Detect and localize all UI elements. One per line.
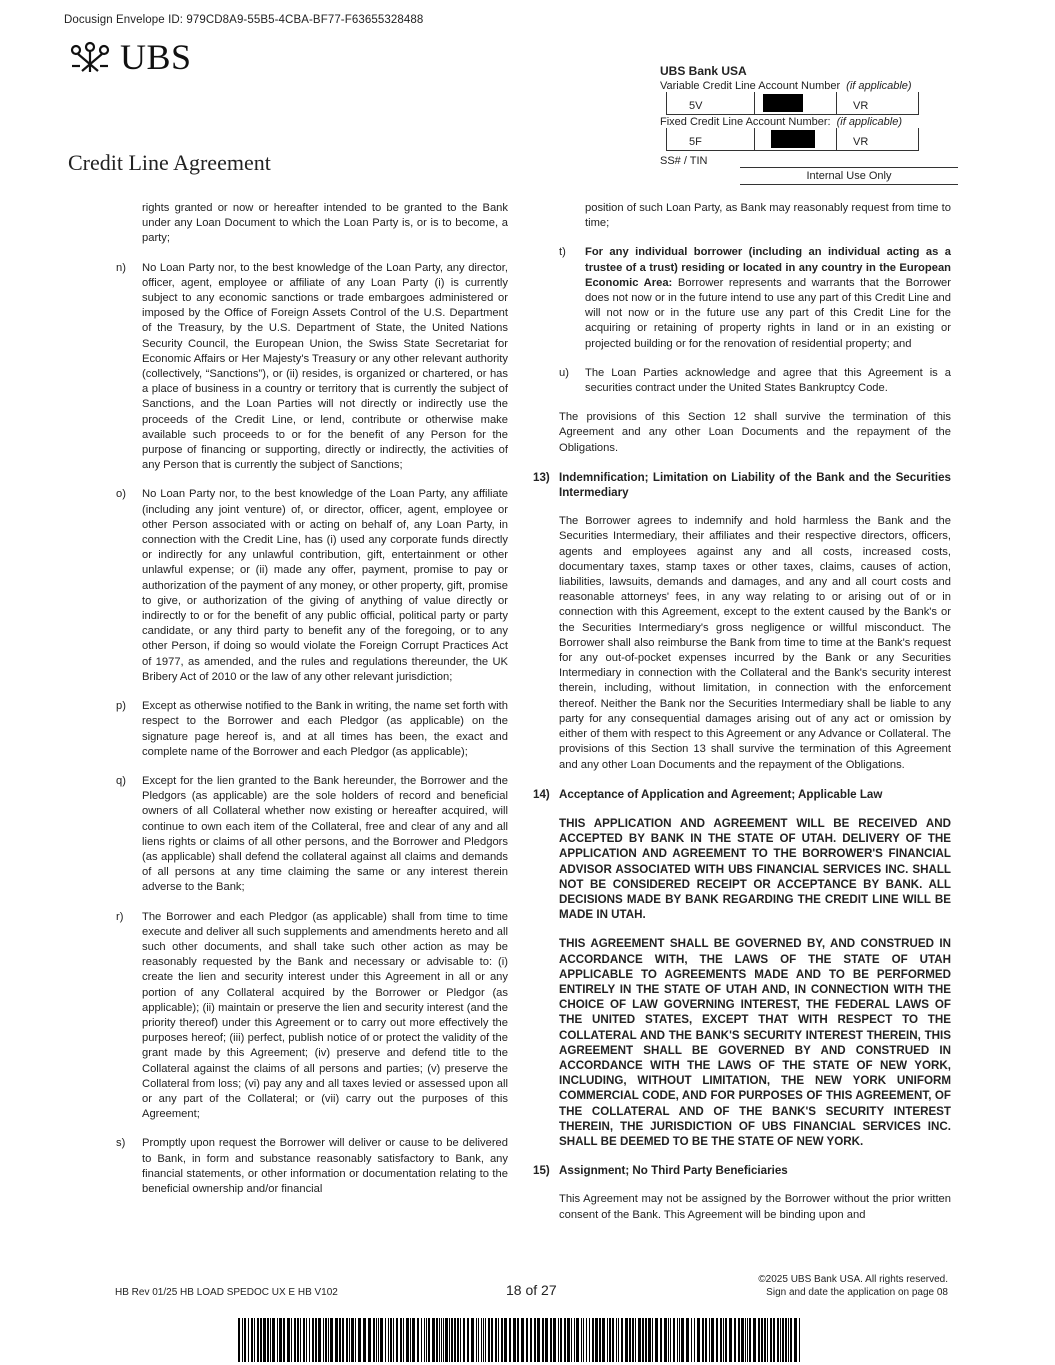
- barcode-bar: [495, 1318, 497, 1362]
- barcode-bar: [576, 1318, 579, 1362]
- barcode-bar: [526, 1318, 528, 1362]
- barcode-bar: [694, 1318, 695, 1362]
- barcode-bar: [439, 1318, 440, 1362]
- variable-prefix: 5V: [667, 92, 755, 114]
- barcode-bar: [498, 1318, 499, 1362]
- item-text: No Loan Party nor, to the best knowledge of the Loan Party, any director, officer, agent, employee or affiliate of any Loan Party (i) is currently subject to any economic sanctions or trade embargoes administered or imposed by the Office of Foreign Assets Control of the U.S. Department of the Treasury, by the U.S. Department of State, the United Nations Security Council, the European Union, the Swiss State Secretariat for Economic Affairs or Her Majesty's Treasury or any other relevant authority (collectively, “Sanctions”), or (ii) resides, is organized or chartered, or has a place of business in a country or territory that is currently the subject of Sanctions, and the Loan Parties will not directly or indirectly use the proceeds of the Credit Line, or lend, contribute or otherwise make available such proceeds to or for the benefit of any Person for the purpose of financing or supporting, directly or indirectly, the activities of any Person that is currently the subject of Sanctions;: [142, 261, 508, 472]
- barcode-bar: [741, 1318, 744, 1362]
- barcode-bar: [542, 1318, 544, 1362]
- barcode-bar: [393, 1318, 394, 1362]
- barcode-bar: [607, 1318, 608, 1362]
- barcode-bar: [753, 1318, 756, 1362]
- list-item: [116, 1136, 508, 1197]
- barcode-bar: [436, 1318, 438, 1362]
- barcode-bar: [625, 1318, 628, 1362]
- barcode-bar: [248, 1318, 249, 1362]
- barcode-bar: [785, 1318, 787, 1362]
- barcode-bar: [424, 1318, 425, 1362]
- logo-text: UBS: [120, 37, 192, 77]
- item-text: The Borrower and each Pledgor (as applicable) shall from time to time execute and deliver all such supplements and amendments hereto and all such other documents, and shall take such other action as may be reasonably requested by the Bank and necessary or advisable to: (i) create the lien and security interest under this Agreement in all or any portion of any Collateral acquired by the Borrower or Pledgor (as applicable); (ii) maintain or preserve the lien and security interest (and the priority thereof) under this Agreement or to carry out more effectively the purposes hereof; (iii) perfect, publish notice of or protect the validity of the grant made by this Agreement; (iv) preserve and defend title to the Collateral against the claims of all persons and parties; (v) preserve the Collateral from loss; (vi) pay any and all taxes levied or assessed upon all or any part of the Collateral; or (vii) carry out the purposes of this Agreement;: [142, 910, 508, 1121]
- barcode-bar: [567, 1318, 570, 1362]
- barcode-bar: [388, 1318, 389, 1362]
- barcode-bar: [595, 1318, 598, 1362]
- barcode-bar: [263, 1318, 266, 1362]
- barcode-bar: [373, 1318, 375, 1362]
- section-number: 15): [533, 1164, 550, 1178]
- barcode-bar: [705, 1318, 707, 1362]
- item-text: No Loan Party nor, to the best knowledge of the Loan Party, any affiliate (including any joint venture) of, or director, officer, agent, employee or other Person associated with or acting on behalf of, any Loan Party, in connection with the Credit Line, has (i) used any corporate funds directly or indirectly for any unlawful contribution, gift, entertainment or other unlawful expense; or (ii) made any offer, payment, promise to pay or authorization of the payment of any money, or other property, gift, promise to give, or authorization of the giving of anything of value directly or indirectly to or for the benefit of any public official, political party or party candidate, or any third party to benefit any of the foregoing, or to any other Person, if doing so would violate the Foreign Corrupt Practices Act of 1977, as amended, and the rules and regulations thereunder, the UK Bribery Act of 2010 or the law of any other relevant jurisdiction;: [142, 488, 508, 683]
- fixed-account-note: (if applicable): [836, 116, 903, 128]
- section-14-governing-law: THIS AGREEMENT SHALL BE GOVERNED BY, AND CONSTRUED IN ACCORDANCE WITH, THE LAWS OF THE STATE OF UTAH APPLICABLE TO AGREEMENTS MADE AND TO BE PERFORMED ENTIRELY IN THE STATE OF UTAH AND, IN CONNECTION WITH THE CHOICE OF LAW GOVERNING INTEREST, THE FEDERAL LAWS OF THE UNITED STATES, EXCEPT THAT WITH RESPECT TO THE COLLATERAL AND THE BANK'S SECURITY INTEREST THEREIN, THIS AGREEMENT SHALL BE GOVERNED BY AND CONSTRUED IN ACCORDANCE WITH THE LAWS OF THE STATE OF NEW YORK, INCLUDING, WITHOUT LIMITATION, THE NEW YORK UNIFORM COMMERCIAL CODE, AND FOR PURPOSES OF THIS AGREEMENT, OF THE COLLATERAL AND OF THE BANK'S SECURITY INTEREST THEREIN, THE JURISDICTION OF UBS FINANCIAL SERVICES INC. SHALL BE DEEMED TO BE THE STATE OF NEW YORK.: [559, 937, 951, 1148]
- section-number: 14): [533, 787, 550, 801]
- barcode-bar: [355, 1318, 356, 1362]
- barcode-bar: [254, 1318, 255, 1362]
- barcode-bar: [267, 1318, 269, 1362]
- section-heading: [533, 470, 951, 500]
- barcode-bar: [612, 1318, 614, 1362]
- barcode-bar: [679, 1318, 680, 1362]
- barcode-bar: [315, 1318, 317, 1362]
- barcode-bar: [283, 1318, 285, 1362]
- barcode-bar: [729, 1318, 732, 1362]
- barcode-bar: [432, 1318, 435, 1362]
- fixed-account-label-text: Fixed Credit Line Account Number:: [660, 116, 831, 128]
- barcode-bar: [335, 1318, 338, 1362]
- section-12-survival: The provisions of this Section 12 shall survive the termination of this Agreement and any other Loan Documents and the repayment of the Obligations.: [559, 411, 951, 454]
- barcode-bar: [368, 1318, 371, 1362]
- barcode-bar: [406, 1318, 409, 1362]
- barcode-bar: [403, 1318, 404, 1362]
- sign-note: Sign and date the application on page 08: [766, 1287, 948, 1298]
- barcode-bar: [711, 1318, 714, 1362]
- left-column: [116, 201, 508, 1211]
- barcode-bar: [521, 1318, 524, 1362]
- barcode-bar: [277, 1318, 278, 1362]
- section-title: Acceptance of Application and Agreement; Applicable Law: [559, 787, 883, 801]
- barcode-bar: [342, 1318, 344, 1362]
- barcode-bar: [648, 1318, 651, 1362]
- list-item: [116, 910, 508, 1123]
- barcode-bar: [586, 1318, 587, 1362]
- barcode-bar: [471, 1318, 474, 1362]
- barcode-bar: [318, 1318, 321, 1362]
- barcode-bar: [303, 1318, 305, 1362]
- barcode-bar: [349, 1318, 350, 1362]
- barcode-bar: [686, 1318, 689, 1362]
- barcode-bar: [747, 1318, 748, 1362]
- barcode-bar: [697, 1318, 700, 1362]
- barcode-bar: [270, 1318, 271, 1362]
- barcode-bar: [745, 1318, 746, 1362]
- section-title: Indemnification; Limitation on Liability of the Bank and the Securities Intermediary: [559, 470, 951, 500]
- barcode-bar: [777, 1318, 779, 1362]
- barcode-bar: [294, 1318, 296, 1362]
- variable-account-label: [660, 80, 958, 92]
- barcode-bar: [351, 1318, 354, 1362]
- redaction-block: [763, 94, 803, 112]
- barcode-bar: [346, 1318, 348, 1362]
- barcode-bar: [358, 1318, 361, 1362]
- barcode-bar: [673, 1318, 675, 1362]
- continued-text: position of such Loan Party, as Bank may reasonably request from time to time;: [585, 202, 951, 230]
- continued-paragraph: [533, 201, 951, 231]
- item-label: o): [116, 488, 126, 501]
- barcode-bar: [790, 1318, 792, 1362]
- list-item: [533, 366, 951, 396]
- list-item: [533, 245, 951, 351]
- right-column: [533, 201, 951, 1237]
- barcode-bar: [279, 1318, 282, 1362]
- item-label: n): [116, 261, 126, 274]
- barcode-bar: [300, 1318, 301, 1362]
- barcode-bar: [660, 1318, 662, 1362]
- barcode-bar: [738, 1318, 740, 1362]
- item-text: The Loan Parties acknowledge and agree that this Agreement is a securities contract under the United States Bankruptcy Code.: [585, 366, 951, 395]
- document-title: Credit Line Agreement: [68, 150, 271, 175]
- barcode-bar: [451, 1318, 453, 1362]
- ssn-tin-label: SS# / TIN: [660, 155, 708, 167]
- barcode-bar: [609, 1318, 611, 1362]
- barcode-bar: [481, 1318, 482, 1362]
- barcode-bar: [635, 1318, 636, 1362]
- barcode-bar: [670, 1318, 671, 1362]
- barcode-bar: [534, 1318, 536, 1362]
- barcode-bar: [602, 1318, 605, 1362]
- barcode-bar: [441, 1318, 442, 1362]
- barcode-bar: [645, 1318, 647, 1362]
- barcode-bar: [449, 1318, 450, 1362]
- barcode-bar: [550, 1318, 552, 1362]
- barcode-bar: [488, 1318, 490, 1362]
- barcode-bar: [574, 1318, 575, 1362]
- barcode-bar: [767, 1318, 768, 1362]
- item-label: q): [116, 774, 126, 787]
- barcode-bar: [642, 1318, 644, 1362]
- barcode-bar: [720, 1318, 722, 1362]
- barcode-bar: [558, 1318, 559, 1362]
- barcode-bar: [325, 1318, 327, 1362]
- item-label: r): [116, 910, 124, 923]
- barcode-bar: [412, 1318, 415, 1362]
- barcode-bar: [378, 1318, 379, 1362]
- barcode-bar: [460, 1318, 461, 1362]
- list-item: [116, 261, 508, 474]
- variable-account-label-text: Variable Credit Line Account Number: [660, 80, 841, 92]
- barcode-bar: [478, 1318, 479, 1362]
- barcode-bar: [583, 1318, 584, 1362]
- barcode-bar: [794, 1318, 797, 1362]
- barcode-bar: [426, 1318, 427, 1362]
- barcode-bar: [629, 1318, 631, 1362]
- barcode-bar: [761, 1318, 763, 1362]
- item-label: u): [559, 366, 569, 379]
- barcode-bar: [788, 1318, 789, 1362]
- section-heading: [533, 1163, 951, 1178]
- barcode-bar: [691, 1318, 692, 1362]
- item-text: [585, 245, 951, 351]
- barcode-bar: [287, 1318, 290, 1362]
- barcode-bar: [764, 1318, 766, 1362]
- bank-name: UBS Bank USA: [660, 64, 747, 78]
- section-number: 13): [533, 470, 550, 484]
- barcode-bar: [323, 1318, 324, 1362]
- item-text: Promptly upon request the Borrower will deliver or cause to be delivered to Bank, in form and substance reasonably satisfactory to Bank, any financial statements, or other information or documentation relating to the beneficial ownership and/or financial: [142, 1137, 508, 1195]
- barcode-bar: [638, 1318, 641, 1362]
- barcode-bar: [390, 1318, 392, 1362]
- item-body: Borrower represents and warrants that the Borrower does not now or in the future intend to use any part of this Credit Line and will not now or in the future use any part of this Credit Line for the acquiring or retaining of property rights in land or in an existing or projected building or for the renovation of residential property; and: [585, 276, 952, 350]
- variable-account-note: (if applicable): [846, 80, 912, 92]
- barcode-bar: [632, 1318, 634, 1362]
- barcode-bar: [272, 1318, 275, 1362]
- footer-notice: [730, 1273, 948, 1299]
- barcode-bar: [734, 1318, 736, 1362]
- barcode-bar: [530, 1318, 532, 1362]
- barcode-bar: [749, 1318, 751, 1362]
- section-heading: [533, 787, 951, 802]
- fixed-prefix: 5F: [667, 128, 755, 150]
- barcode-bar: [517, 1318, 519, 1362]
- barcode: [238, 1318, 800, 1362]
- item-text: Except as otherwise notified to the Bank in writing, the name set forth with respect to the Borrower and each Pledgor (as applicable) on the signature page hereof is, and at all times has been, the exact and complete name of the Borrower and each Pledgor (as applicable);: [142, 700, 508, 758]
- envelope-id: Docusign Envelope ID: 979CD8A9-55B5-4CBA-BF77-F63655328488: [64, 14, 424, 26]
- barcode-bar: [758, 1318, 760, 1362]
- barcode-bar: [242, 1318, 243, 1362]
- barcode-bar: [513, 1318, 516, 1362]
- barcode-bar: [564, 1318, 566, 1362]
- barcode-bar: [723, 1318, 724, 1362]
- barcode-bar: [328, 1318, 329, 1362]
- barcode-bar: [339, 1318, 341, 1362]
- barcode-bar: [251, 1318, 253, 1362]
- section-13-text: The Borrower agrees to indemnify and hold harmless the Bank and the Securities Intermediary, their affiliates and their respective directors, officers, agents and employees against any and all costs, increased costs, documentary taxes, stamp taxes or other taxes, claims, causes of action, liabilities, lawsuits, demands and damages, and any and all court costs and reasonable attorneys' fees, in any way relating to or arising out of or in connection with this Agreement, except to the extent caused by the Bank's or the Securities Intermediary's gross negligence or willful misconduct. The Borrower shall also reimburse the Bank from time to time at the Bank's request for any out-of-pocket expenses incurred by the Bank or any Securities Intermediary in connection with the Collateral and the Bank's security interest therein, including, without limitation, in connection with the enforcement thereof. Neither the Bank nor the Securities Intermediary shall be liable to any party for any consequential damages arising out of any act or omission by either of them with respect to this Agreement or any Advance or Collateral. The provisions of this Section 13 shall survive the termination of this Agreement and any other Loan Documents and the repayment of the Obligations.: [559, 515, 951, 771]
- barcode-bar: [553, 1318, 556, 1362]
- item-text: Except for the lien granted to the Bank hereunder, the Borrower and the Pledgors (as applicable) are the sole holders of record and beneficial owners of all Collateral whether now existing or hereafter acquired, will continue to own each item of the Collateral, free and clear of any and all liens rights or claims of all other persons, and the Borrower and Pledgors (as applicable) shall defend the collateral against all claims and demands of all persons at any time claiming the same or any interest therein adverse to the Bank;: [142, 774, 508, 894]
- barcode-bar: [467, 1318, 469, 1362]
- barcode-bar: [716, 1318, 718, 1362]
- barcode-bar: [476, 1318, 477, 1362]
- account-info-box: [660, 64, 958, 185]
- barcode-bar: [560, 1318, 562, 1362]
- barcode-bar: [445, 1318, 448, 1362]
- barcode-bar: [571, 1318, 572, 1362]
- barcode-bar: [238, 1318, 240, 1362]
- barcode-bar: [702, 1318, 704, 1362]
- copyright: ©2025 UBS Bank USA. All rights reserved.: [758, 1274, 948, 1285]
- barcode-bar: [782, 1318, 784, 1362]
- barcode-bar: [780, 1318, 781, 1362]
- barcode-bar: [417, 1318, 419, 1362]
- barcode-bar: [421, 1318, 422, 1362]
- barcode-bar: [306, 1318, 307, 1362]
- barcode-bar: [491, 1318, 493, 1362]
- section-14-acceptance: THIS APPLICATION AND AGREEMENT WILL BE RECEIVED AND ACCEPTED BY BANK IN THE STATE OF UTAH. DELIVERY OF THE APPLICATION AND AGREEMENT TO THE BORROWER'S FINANCIAL ADVISOR ASSOCIATED WITH UBS FINANCIAL SERVICES INC. SHALL NOT BE CONSIDERED RECEIPT OR ACCEPTANCE BY BANK. ALL DECISIONS MADE BY BANK REGARDING THE CREDIT LINE WILL BE MADE IN UTAH.: [559, 816, 951, 922]
- barcode-bar: [668, 1318, 669, 1362]
- barcode-bar: [330, 1318, 333, 1362]
- barcode-bar: [618, 1318, 619, 1362]
- barcode-bar: [616, 1318, 617, 1362]
- barcode-bar: [621, 1318, 623, 1362]
- barcode-bar: [443, 1318, 444, 1362]
- barcode-bar: [244, 1318, 246, 1362]
- three-keys-icon: [68, 40, 112, 74]
- barcode-bar: [257, 1318, 259, 1362]
- barcode-bar: [428, 1318, 430, 1362]
- ubs-logo: [68, 36, 192, 78]
- barcode-bar: [537, 1318, 540, 1362]
- section-15-text: This Agreement may not be assigned by the Borrower without the prior written consent of the Bank. This Agreement will be binding upon and: [559, 1193, 951, 1221]
- barcode-bar: [380, 1318, 383, 1362]
- barcode-bar: [454, 1318, 456, 1362]
- item-label: t): [559, 246, 566, 259]
- variable-suffix: VR: [837, 92, 919, 114]
- item-label: s): [116, 1137, 126, 1150]
- barcode-bar: [501, 1318, 503, 1362]
- barcode-bar: [291, 1318, 292, 1362]
- variable-account-field: [666, 92, 919, 115]
- continued-text: rights granted or now or hereafter intended to be granted to the Bank under any Loan Document to which the Loan Party is, or is to become, a party;: [142, 202, 508, 245]
- item-label: p): [116, 700, 126, 713]
- barcode-bar: [312, 1318, 314, 1362]
- barcode-bar: [485, 1318, 486, 1362]
- barcode-bar: [681, 1318, 684, 1362]
- barcode-bar: [677, 1318, 678, 1362]
- barcode-bar: [463, 1318, 465, 1362]
- barcode-bar: [545, 1318, 548, 1362]
- barcode-bar: [396, 1318, 398, 1362]
- barcode-bar: [410, 1318, 411, 1362]
- barcode-bar: [363, 1318, 366, 1362]
- barcode-bar: [483, 1318, 484, 1362]
- barcode-bar: [260, 1318, 262, 1362]
- list-item: [116, 774, 508, 896]
- item-bold-lead: For any individual borrower (including an individual acting as a trustee of a trust) residing or located in any country in the European Economic Area:: [585, 246, 951, 289]
- barcode-bar: [581, 1318, 582, 1362]
- continued-paragraph: [116, 201, 508, 247]
- barcode-bar: [773, 1318, 775, 1362]
- barcode-bar: [655, 1318, 658, 1362]
- barcode-bar: [385, 1318, 386, 1362]
- barcode-bar: [664, 1318, 667, 1362]
- barcode-bar: [725, 1318, 727, 1362]
- list-item: [116, 699, 508, 760]
- redaction-block: [771, 130, 815, 148]
- fixed-suffix: VR: [837, 128, 919, 150]
- barcode-bar: [709, 1318, 710, 1362]
- barcode-bar: [589, 1318, 590, 1362]
- section-title: Assignment; No Third Party Beneficiaries: [559, 1164, 788, 1178]
- barcode-bar: [400, 1318, 402, 1362]
- barcode-bar: [599, 1318, 601, 1362]
- barcode-bar: [504, 1318, 507, 1362]
- barcode-bar: [652, 1318, 653, 1362]
- barcode-bar: [509, 1318, 511, 1362]
- list-item: [116, 487, 508, 685]
- internal-use-label: Internal Use Only: [740, 167, 958, 185]
- page-number: 18 of 27: [506, 1282, 557, 1298]
- barcode-bar: [309, 1318, 310, 1362]
- barcode-bar: [799, 1318, 800, 1362]
- barcode-bar: [376, 1318, 377, 1362]
- barcode-bar: [770, 1318, 772, 1362]
- fixed-account-label: [660, 116, 958, 128]
- barcode-bar: [297, 1318, 299, 1362]
- fixed-account-field: [666, 128, 919, 151]
- barcode-bar: [592, 1318, 594, 1362]
- form-code: HB Rev 01/25 HB LOAD SPEDOC UX E HB V102: [115, 1287, 338, 1298]
- barcode-bar: [457, 1318, 459, 1362]
